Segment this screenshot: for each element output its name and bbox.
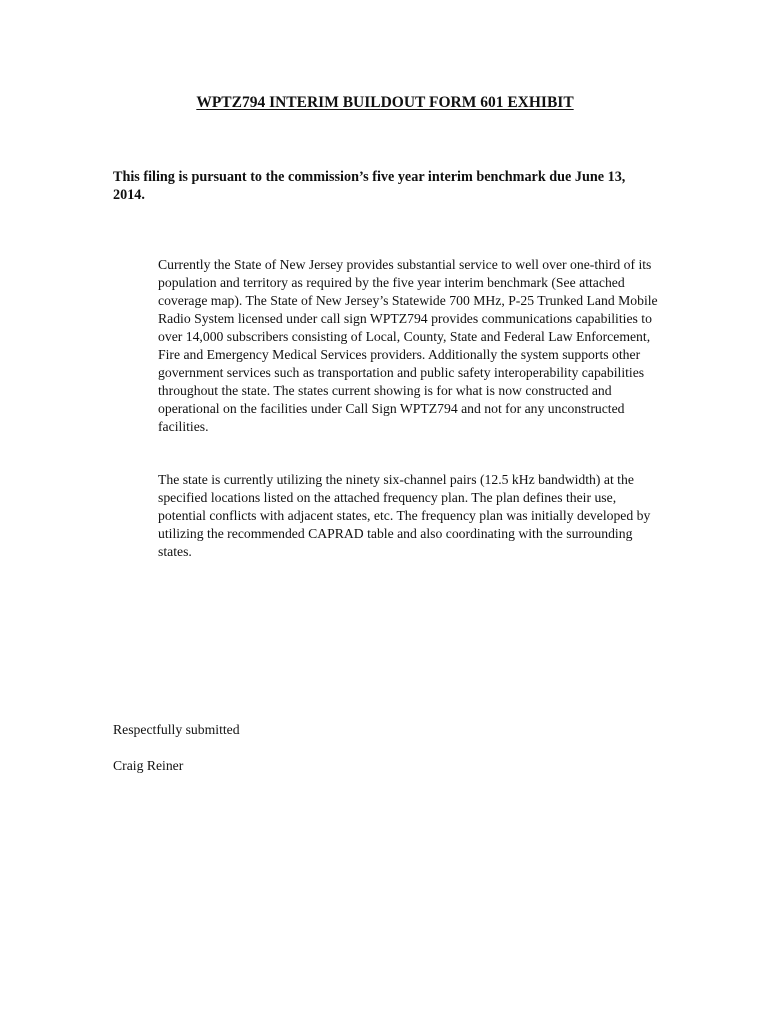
closing-line: Respectfully submitted (113, 722, 240, 737)
document-title (0, 93, 770, 113)
body-paragraph-1: Currently the State of New Jersey provides substantial service to well over one-third of its population and territory as required by the five year interim benchmark (See attached coverage map). The State of New Jersey’s Statewide 700 MHz, P-25 Trunked Land Mobile Radio System licensed under call sign WPTZ794 provides communications capabilities to over 14,000 subscribers consisting of Local, County, State and Federal Law Enforcement, Fire and Emergency Medical Services providers. Additionally the system supports other government services such as transportation and public safety interoperability capabilities throughout the state. The states current showing is for what is now constructed and operational on the facilities under Call Sign WPTZ794 and not for any unconstructed facilities. (158, 257, 658, 434)
signer-name: Craig Reiner (113, 758, 184, 773)
document-title-text: WPTZ794 INTERIM BUILDOUT FORM 601 EXHIBIT (196, 94, 574, 111)
body-paragraph-2: The state is currently utilizing the ninety six-channel pairs (12.5 kHz bandwidth) at the specified locations listed on the attached frequency plan. The plan defines their use, potential conflicts with adjacent states, etc. The frequency plan was initially developed by utilizing the recommended CAPRAD table and also coordinating with the surrounding states. (158, 472, 651, 559)
intro-statement: This filing is pursuant to the commission’s five year interim benchmark due June 13, 2014. (113, 169, 626, 203)
